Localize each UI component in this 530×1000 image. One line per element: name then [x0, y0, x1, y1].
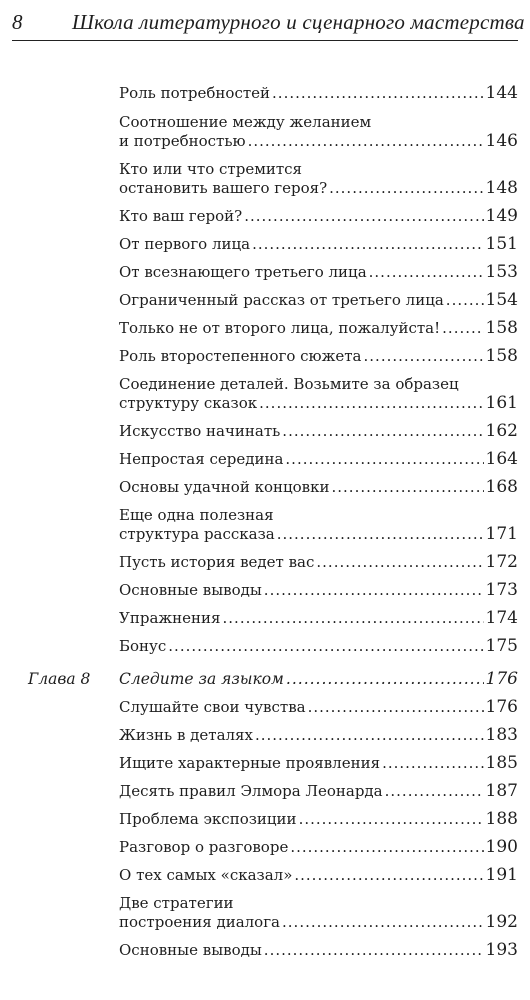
dot-leader	[277, 525, 484, 544]
toc-entry	[119, 375, 518, 413]
entry-title: Основные выводы	[119, 941, 262, 959]
dot-leader	[316, 553, 483, 572]
entry-page-number: 175	[485, 636, 518, 656]
entry-title: Ограниченный рассказ от третьего лица	[119, 291, 444, 309]
entry-page-number: 190	[485, 837, 518, 857]
entry-page-number: 158	[485, 318, 518, 338]
dot-leader	[272, 84, 484, 103]
entry-row	[119, 132, 518, 151]
entry-page-number: 168	[485, 477, 518, 497]
toc-entry	[119, 609, 518, 628]
toc-entry	[119, 894, 518, 932]
dot-leader	[285, 450, 483, 469]
toc-entry	[119, 866, 518, 885]
toc-entry	[119, 553, 518, 572]
dot-leader	[282, 422, 483, 441]
entry-page-number: 151	[485, 234, 518, 254]
toc-entry	[119, 506, 518, 544]
toc-entry	[119, 263, 518, 282]
entry-row	[119, 525, 518, 544]
table-of-contents	[0, 75, 530, 960]
entry-page-number: 176	[485, 669, 518, 689]
entry-row	[119, 698, 518, 717]
entry-row	[119, 450, 518, 469]
entry-row	[119, 838, 518, 857]
entry-row	[119, 670, 518, 689]
dot-leader	[385, 782, 484, 801]
entry-row	[119, 394, 518, 413]
entry-page-number: 173	[485, 580, 518, 600]
entry-row	[119, 291, 518, 310]
dot-leader	[248, 132, 484, 151]
dot-leader	[364, 347, 484, 366]
dot-leader	[332, 478, 484, 497]
toc-entry	[119, 207, 518, 226]
toc-entry	[119, 422, 518, 441]
entry-title-line: Еще одна полезная	[119, 506, 274, 524]
entry-title: Кто ваш герой?	[119, 207, 243, 225]
entry-row	[119, 726, 518, 745]
toc-entry	[119, 291, 518, 310]
entry-title: Слушайте свои чувства	[119, 698, 306, 716]
entry-row	[119, 478, 518, 497]
toc-entry	[119, 581, 518, 600]
entry-title-line: Соединение деталей. Возьмите за образец	[119, 375, 459, 393]
dot-leader	[442, 319, 483, 338]
entry-title: Проблема экспозиции	[119, 810, 297, 828]
entry-title: Десять правил Элмора Леонарда	[119, 782, 383, 800]
toc-entry	[119, 838, 518, 857]
entry-row	[119, 319, 518, 338]
entry-title: Роль второстепенного сюжета	[119, 347, 362, 365]
entry-row	[119, 754, 518, 773]
entry-page-number: 191	[485, 865, 518, 885]
chapter-label: Глава 8	[28, 670, 91, 688]
entry-page-number: 149	[485, 206, 518, 226]
entry-row	[119, 637, 518, 656]
entry-title: Непростая середина	[119, 450, 284, 468]
toc-entry	[119, 319, 518, 338]
toc-entry	[119, 478, 518, 497]
entry-title: структуру сказок	[119, 394, 258, 412]
toc-entry	[119, 450, 518, 469]
toc-chapter-entry	[28, 669, 518, 689]
entry-page-number: 193	[485, 940, 518, 960]
entry-row	[119, 913, 518, 932]
entry-page-number: 148	[485, 178, 518, 198]
dot-leader	[168, 637, 483, 656]
header-rule	[12, 40, 518, 41]
entry-row	[119, 810, 518, 829]
dot-leader	[255, 726, 484, 745]
entry-title: От первого лица	[119, 235, 251, 253]
page-number: 8	[12, 10, 23, 34]
toc-entry	[119, 698, 518, 717]
entry-title: Бонус	[119, 637, 167, 655]
dot-leader	[223, 609, 484, 628]
entry-page-number: 154	[485, 290, 518, 310]
entry-page-number: 185	[485, 753, 518, 773]
entry-row	[119, 581, 518, 600]
entry-page-number: 153	[485, 262, 518, 282]
entry-title: построения диалога	[119, 913, 281, 931]
entry-page-number: 183	[485, 725, 518, 745]
entry-title: О тех самых «сказал»	[119, 866, 293, 884]
dot-leader	[369, 263, 484, 282]
entry-title-line: Две стратегии	[119, 894, 234, 912]
entry-title: Разговор о разговоре	[119, 838, 289, 856]
toc-entry	[119, 941, 518, 960]
entry-title-line: Соотношение между желанием	[119, 113, 372, 131]
entry-page-number: 146	[485, 131, 518, 151]
toc-entry	[119, 810, 518, 829]
entry-title: Основы удачной концовки	[119, 478, 330, 496]
entry-row	[119, 84, 518, 103]
entry-title: Только не от второго лица, пожалуйста!	[119, 319, 441, 337]
entry-title: и потребностью	[119, 132, 246, 150]
dot-leader	[286, 670, 484, 689]
entry-page-number: 176	[485, 697, 518, 717]
entry-title: Следите за языком	[119, 670, 284, 688]
running-header	[12, 8, 525, 38]
entry-row	[119, 235, 518, 254]
dot-leader	[290, 838, 483, 857]
entry-title-line: Кто или что стремится	[119, 160, 303, 178]
toc-entry	[119, 637, 518, 656]
dot-leader	[329, 179, 483, 198]
entry-title: структура рассказа	[119, 525, 275, 543]
entry-row	[119, 553, 518, 572]
entry-row	[119, 263, 518, 282]
toc-entry	[119, 113, 518, 151]
entry-page-number: 192	[485, 912, 518, 932]
entry-title: Искусство начинать	[119, 422, 281, 440]
entry-title: Основные выводы	[119, 581, 262, 599]
book-title: Школа литературного и сценарного мастерства	[72, 10, 525, 34]
entry-row	[119, 422, 518, 441]
entry-row	[119, 347, 518, 366]
entry-page-number: 161	[485, 393, 518, 413]
toc-entry	[119, 235, 518, 254]
entry-title: Ищите характерные проявления	[119, 754, 381, 772]
entry-page-number: 164	[485, 449, 518, 469]
dot-leader	[382, 754, 483, 773]
dot-leader	[282, 913, 484, 932]
dot-leader	[299, 810, 484, 829]
entry-page-number: 187	[485, 781, 518, 801]
toc-entry	[119, 782, 518, 801]
entry-row	[119, 207, 518, 226]
dot-leader	[264, 941, 484, 960]
entry-title: Роль потребностей	[119, 84, 271, 102]
toc-entry	[119, 84, 518, 103]
toc-entry	[119, 726, 518, 745]
entry-page-number: 158	[485, 346, 518, 366]
dot-leader	[252, 235, 483, 254]
entry-page-number: 144	[485, 83, 518, 103]
entry-title: остановить вашего героя?	[119, 179, 328, 197]
entry-row	[119, 179, 518, 198]
entry-page-number: 172	[485, 552, 518, 572]
dot-leader	[294, 866, 483, 885]
entry-title: Упражнения	[119, 609, 221, 627]
entry-row	[119, 866, 518, 885]
dot-leader	[244, 207, 483, 226]
toc-entry	[119, 754, 518, 773]
toc-entry	[119, 160, 518, 198]
entry-row	[119, 941, 518, 960]
entry-page-number: 174	[485, 608, 518, 628]
dot-leader	[308, 698, 484, 717]
entry-row	[119, 609, 518, 628]
toc-entry	[119, 347, 518, 366]
entry-title: От всезнающего третьего лица	[119, 263, 367, 281]
dot-leader	[264, 581, 484, 600]
dot-leader	[259, 394, 483, 413]
entry-row	[119, 782, 518, 801]
entry-page-number: 162	[485, 421, 518, 441]
entry-title: Жизнь в деталях	[119, 726, 253, 744]
entry-title: Пусть история ведет вас	[119, 553, 315, 571]
entry-page-number: 188	[485, 809, 518, 829]
dot-leader	[446, 291, 484, 310]
entry-page-number: 171	[485, 524, 518, 544]
